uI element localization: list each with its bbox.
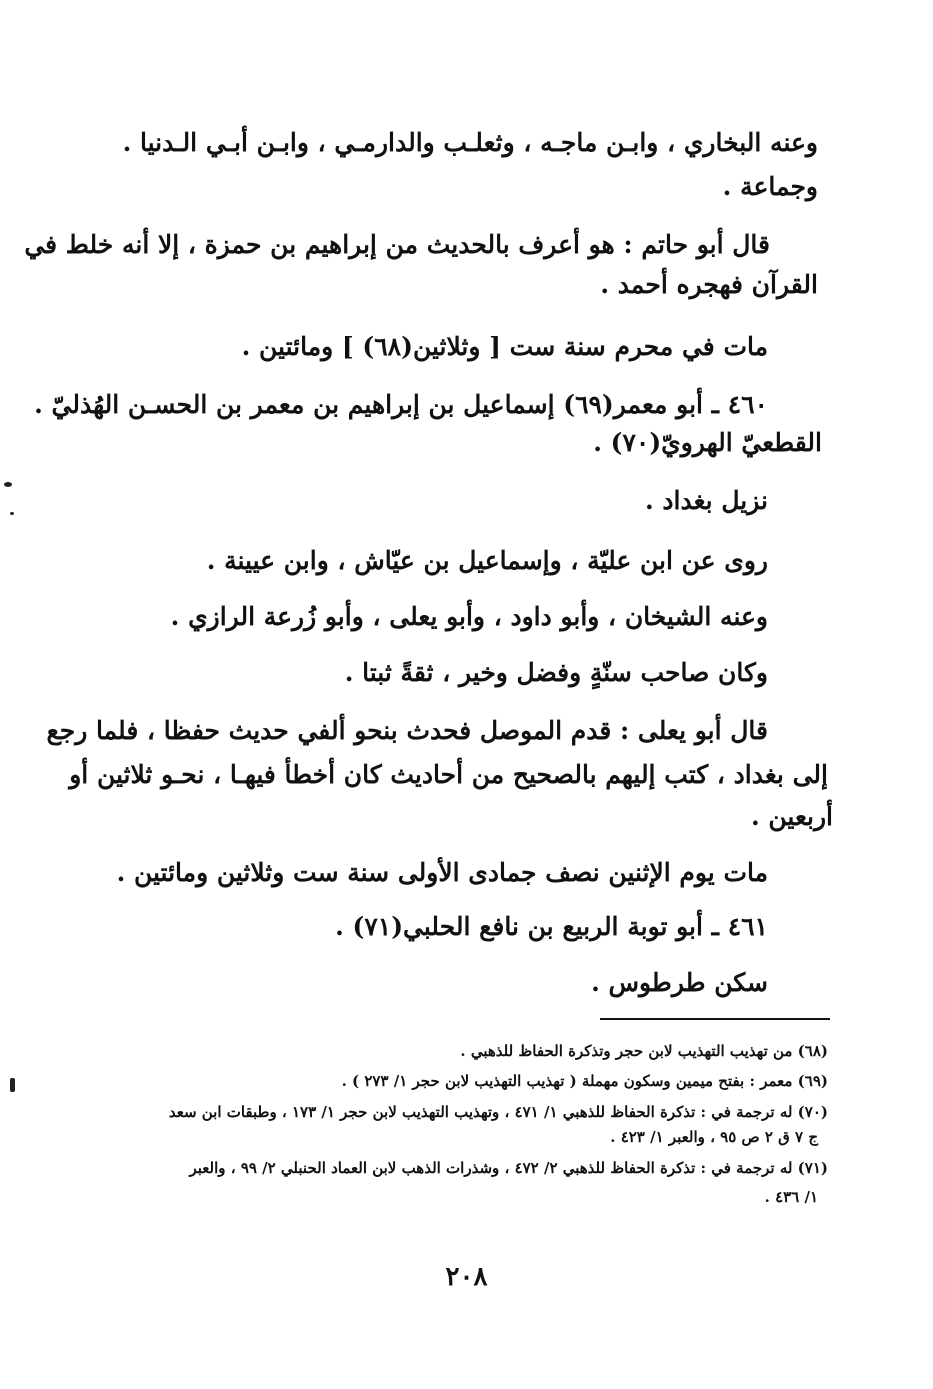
body-line-14: أربعين .: [750, 802, 833, 831]
body-line-10: وعنه الشيخان ، وأبو داود ، وأبو يعلى ، وأبو زُرعة الرازي .: [170, 602, 768, 631]
body-line-15: مات يوم الإثنين نصف جمادى الأولى سنة ست وثلاثين ومائتين .: [116, 858, 768, 887]
body-line-17: سكن طرطوس .: [591, 968, 768, 997]
body-line-13: إلى بغداد ، كتب إليهم بالصحيح من أحاديث كان أخطأ فيهـا ، نحـو ثلاثين أو: [69, 760, 828, 789]
scan-speck: [10, 512, 14, 515]
body-line-3: قال أبو حاتم : هو أعرف بالحديث من إبراهيم بن حمزة ، إلا أنه خلط في: [24, 230, 770, 259]
footnote-68: (٦٨) من تهذيب التهذيب لابن حجر وتذكرة الحفاظ للذهبي .: [460, 1042, 828, 1060]
footnote-70-continued: ج ٧ ق ٢ ص ٩٥ ، والعبر ١/ ٤٢٣ .: [610, 1128, 818, 1146]
body-line-12: قال أبو يعلى : قدم الموصل فحدث بنحو ألفي حديث حفظا ، فلما رجع: [46, 716, 768, 745]
scan-speck: [10, 1078, 15, 1092]
body-line-1: وعنه البخاري ، وابـن ماجـه ، وثعلـب والدارمـي ، وابـن أبـي الـدنيا .: [122, 128, 818, 157]
body-line-11: وكان صاحب سنّةٍ وفضل وخير ، ثقةً ثبتا .: [344, 658, 768, 687]
footnote-71: (٧١) له ترجمة في : تذكرة الحفاظ للذهبي ٢/ ٤٧٢ ، وشذرات الذهب لابن العماد الحنبلي ٢/ ٩٩ ، والعبر: [189, 1159, 828, 1177]
entry-460-heading: ٤٦٠ ـ أبو معمر(٦٩) إسماعيل بن إبراهيم بن معمر بن الحسـن الهُذليّ .: [34, 390, 768, 419]
footnote-separator: [600, 1018, 830, 1020]
page-number: ٢٠٨: [445, 1262, 488, 1292]
body-line-8: نزيل بغداد .: [645, 486, 768, 515]
scan-speck: [4, 482, 12, 487]
footnote-69: (٦٩) معمر : بفتح ميمين وسكون مهملة ( تهذيب التهذيب لابن حجر ١/ ٢٧٣ ) .: [341, 1072, 828, 1090]
footnote-71-continued: ١/ ٤٣٦ .: [764, 1188, 818, 1206]
entry-461-heading: ٤٦١ ـ أبو توبة الربيع بن نافع الحلبي(٧١) .: [335, 912, 768, 941]
body-line-5: مات في محرم سنة ست [ وثلاثين(٦٨) ] ومائتين .: [241, 332, 768, 361]
body-line-4: القرآن فهجره أحمد .: [600, 270, 818, 299]
footnote-70: (٧٠) له ترجمة في : تذكرة الحفاظ للذهبي ١/ ٤٧١ ، وتهذيب التهذيب لابن حجر ١/ ١٧٣ ، وطبقات ابن سعد: [168, 1103, 828, 1121]
body-line-7: القطعيّ الهرويّ(٧٠) .: [593, 428, 822, 457]
body-line-2: وجماعة .: [722, 172, 818, 201]
body-line-9: روى عن ابن عليّة ، وإسماعيل بن عيّاش ، وابن عيينة .: [206, 546, 768, 575]
